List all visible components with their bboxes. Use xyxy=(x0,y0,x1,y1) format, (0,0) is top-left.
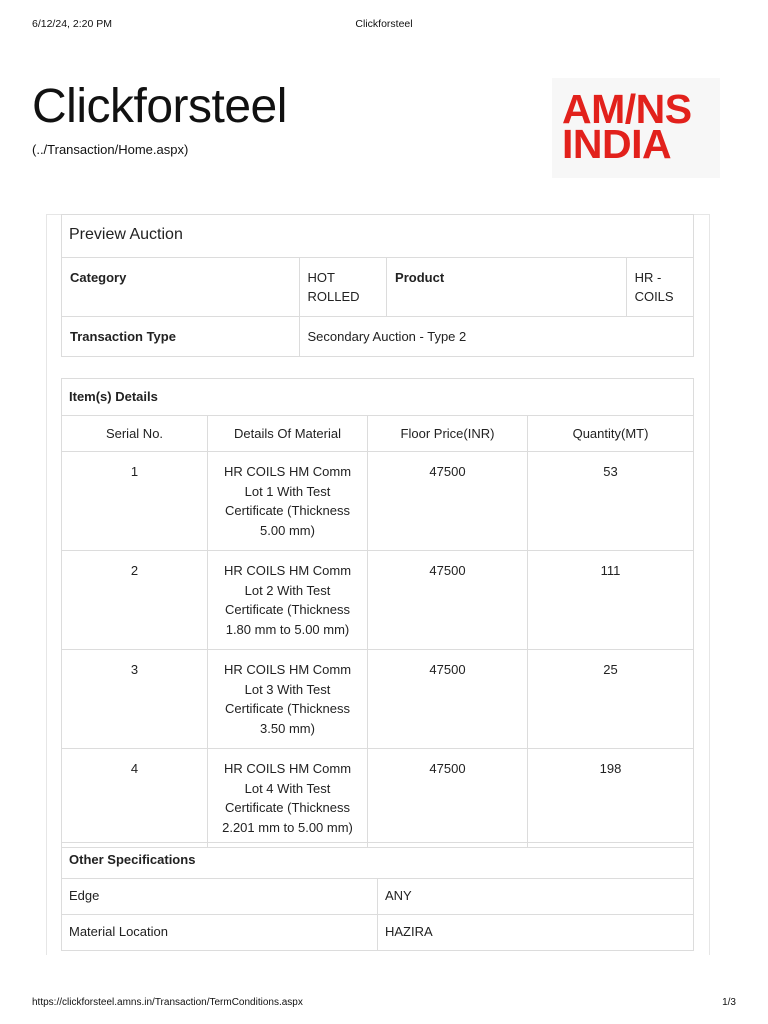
preview-auction-table xyxy=(61,214,694,357)
serial-cell: 4 xyxy=(62,749,208,848)
table-row xyxy=(62,749,694,848)
quantity-cell: 198 xyxy=(528,749,694,848)
home-link[interactable]: (../Transaction/Home.aspx) xyxy=(32,142,189,157)
amns-india-logo xyxy=(552,78,720,178)
floor-price-cell: 47500 xyxy=(368,749,528,848)
items-title: Item(s) Details xyxy=(62,379,694,416)
spec-value-edge: ANY xyxy=(378,879,694,915)
brand-name[interactable]: Clickforsteel xyxy=(32,80,287,133)
column-header-floor-price: Floor Price(INR) xyxy=(368,416,528,452)
page-number: 1/3 xyxy=(722,997,736,1008)
details-cell: HR COILS HM Comm Lot 3 With Test Certificate (Thickness 3.50 mm) xyxy=(208,650,368,749)
spec-value-material-location: HAZIRA xyxy=(378,915,694,951)
product-value: HR - COILS xyxy=(626,258,693,317)
floor-price-cell: 47500 xyxy=(368,650,528,749)
table-row xyxy=(62,551,694,650)
print-title: Clickforsteel xyxy=(355,18,413,30)
other-specifications-title: Other Specifications xyxy=(62,843,694,879)
logo-line-2: INDIA xyxy=(562,121,672,167)
logo-line-1: AM/NS xyxy=(562,86,692,132)
product-label: Product xyxy=(387,258,627,317)
table-row xyxy=(62,650,694,749)
spec-label-material-location: Material Location xyxy=(62,915,378,951)
serial-cell: 3 xyxy=(62,650,208,749)
details-cell: HR COILS HM Comm Lot 4 With Test Certificate (Thickness 2.201 mm to 5.00 mm) xyxy=(208,749,368,848)
items-table xyxy=(61,378,694,848)
serial-cell: 1 xyxy=(62,452,208,551)
column-header-serial: Serial No. xyxy=(62,416,208,452)
serial-cell: 2 xyxy=(62,551,208,650)
column-header-details: Details Of Material xyxy=(208,416,368,452)
quantity-cell: 111 xyxy=(528,551,694,650)
column-header-quantity: Quantity(MT) xyxy=(528,416,694,452)
category-value: HOT ROLLED xyxy=(299,258,387,317)
other-specifications-table xyxy=(61,842,694,951)
category-label: Category xyxy=(62,258,300,317)
details-cell: HR COILS HM Comm Lot 2 With Test Certificate (Thickness 1.80 mm to 5.00 mm) xyxy=(208,551,368,650)
quantity-cell: 25 xyxy=(528,650,694,749)
print-footer-url: https://clickforsteel.amns.in/Transaction/TermConditions.aspx xyxy=(32,997,303,1008)
quantity-cell: 53 xyxy=(528,452,694,551)
transaction-type-value: Secondary Auction - Type 2 xyxy=(299,317,694,357)
floor-price-cell: 47500 xyxy=(368,551,528,650)
floor-price-cell: 47500 xyxy=(368,452,528,551)
transaction-type-label: Transaction Type xyxy=(62,317,300,357)
table-row xyxy=(62,452,694,551)
preview-auction-title: Preview Auction xyxy=(62,215,694,258)
print-datetime: 6/12/24, 2:20 PM xyxy=(32,18,112,30)
details-cell: HR COILS HM Comm Lot 1 With Test Certificate (Thickness 5.00 mm) xyxy=(208,452,368,551)
spec-label-edge: Edge xyxy=(62,879,378,915)
brand-block xyxy=(32,80,287,157)
